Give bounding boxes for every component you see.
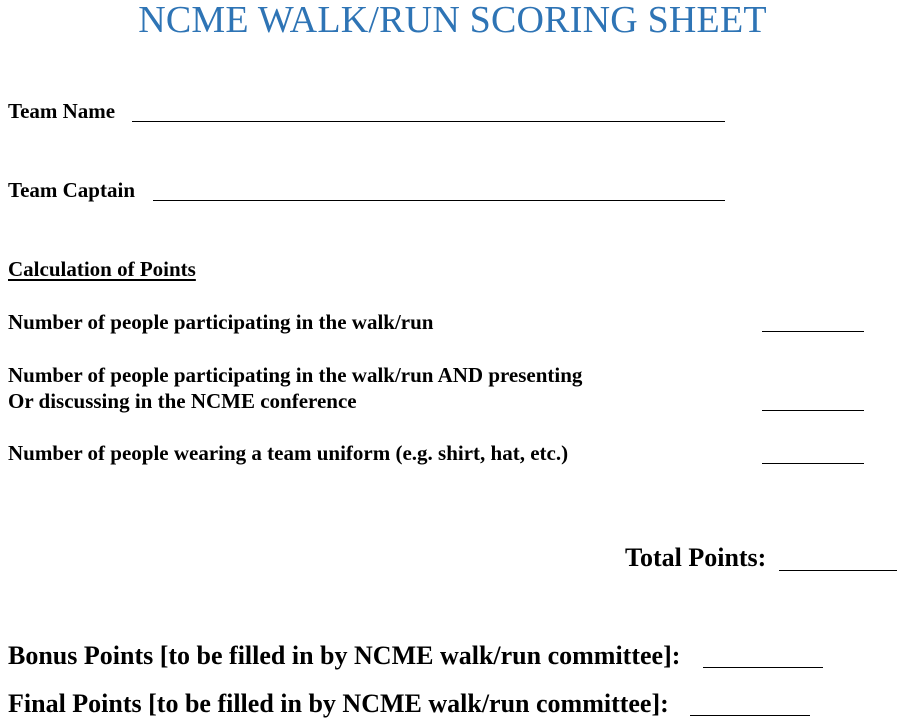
presenters-field[interactable] (762, 410, 864, 411)
calculation-heading: Calculation of Points (8, 257, 196, 281)
team-name-field[interactable] (132, 121, 725, 122)
bonus-points-field[interactable] (703, 667, 823, 668)
uniform-field[interactable] (762, 463, 864, 464)
presenters-label-line2: Or discussing in the NCME conference (8, 389, 357, 413)
presenters-label-line1: Number of people participating in the walk/run AND presenting (8, 363, 583, 387)
team-name-label: Team Name (8, 99, 116, 123)
participants-field[interactable] (762, 331, 864, 332)
final-points-label: Final Points [to be filled in by NCME walk/run committee]: (8, 689, 669, 718)
total-points-field[interactable] (779, 570, 897, 571)
page-title: NCME WALK/RUN SCORING SHEET (138, 0, 767, 41)
uniform-label: Number of people wearing a team uniform (e.g. shirt, hat, etc.) (8, 441, 569, 465)
team-captain-field[interactable] (153, 200, 725, 201)
bonus-points-label: Bonus Points [to be filled in by NCME walk/run committee]: (8, 641, 681, 670)
participants-label: Number of people participating in the walk/run (8, 310, 434, 334)
final-points-field[interactable] (690, 715, 810, 716)
total-points-label: Total Points: (625, 543, 767, 572)
team-captain-label: Team Captain (8, 178, 135, 202)
